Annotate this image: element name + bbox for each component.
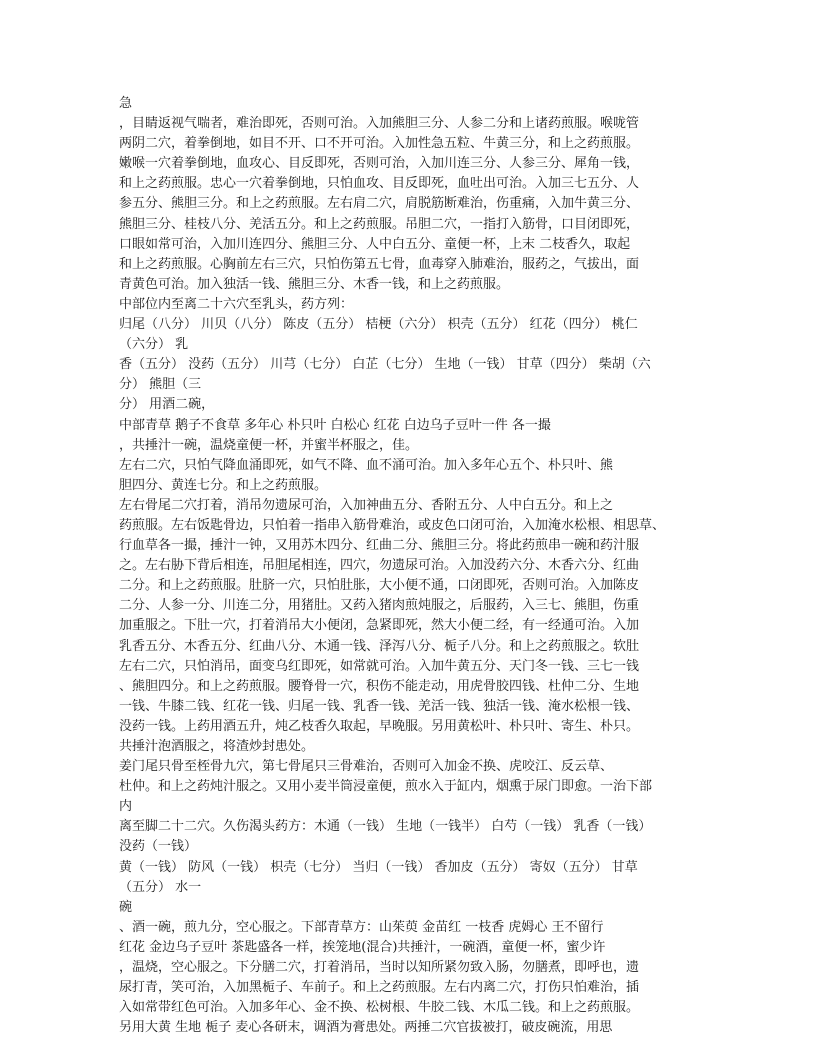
- text-line: 、熊胆四分。和上之药煎服。腰脊骨一穴，积伤不能走动，用虎骨胶四钱、杜仲二分、生地: [119, 678, 640, 694]
- text-line: ，温烧，空心服之。下分膳二穴，打着消吊，当时以知所紧勿致入肠，勿膳煮，即呼也，遗: [119, 960, 640, 976]
- text-line: 行血草各一撮，捶汁一钟，又用苏木四分、红曲二分、熊胆三分。将此药煎串一碗和药汁服: [119, 538, 640, 554]
- text-line: 香（五分） 没药（五分） 川芎（七分） 白芷（七分） 生地（一钱） 甘草（四分） 柴胡（六: [119, 357, 651, 373]
- text-line: 左右二穴，只怕消吊，面变乌红即死，如常就可治。入加牛黄五分、天门冬一钱、三七一钱: [119, 658, 640, 674]
- text-line: 中部青草 鹅子不食草 多年心 朴只叶 白松心 红花 白边乌子豆叶一件 各一撮: [119, 417, 551, 433]
- text-line: 没药一钱。上药用酒五升，炖乙枝香久取起，早晚服。另用黄松叶、朴只叶、寄生、朴只。: [119, 718, 640, 734]
- text-line: 左右二穴，只怕气降血涌即死，如气不降、血不涌可治。加入多年心五个、朴只叶、熊: [119, 457, 614, 473]
- text-line: 胆四分、黄连七分。和上之药煎服。: [119, 477, 328, 493]
- text-line: 碗: [119, 899, 133, 915]
- text-line: 二分、人参一分、川连二分，用猪肚。又药入猪肉煎炖服之，后服药，入三七、熊胆，伤重: [119, 598, 640, 614]
- text-line: 和上之药煎服。忠心一穴着拳倒地，只怕血攻、目反即死，血吐出可治。入加三七五分、人: [119, 176, 640, 192]
- text-line: 熊胆三分、桂枝八分、羌活五分。和上之药煎服。吊胆二穴，一指打入筋骨，口目闭即死，: [119, 216, 640, 232]
- text-line: 药煎服。左右饭匙骨边，只怕着一指串入筋骨难治，或皮色口闭可治，入加淹水松根、相思草、: [119, 517, 666, 533]
- text-line: 入如常带红色可治。入加多年心、金不换、松树根、牛胶二钱、木瓜二钱。和上之药煎服。: [119, 1000, 640, 1016]
- text-line: 嫩喉一穴着拳倒地，血攻心、目反即死，否则可治，入加川连三分、人参三分、犀角一钱，: [119, 156, 640, 172]
- text-line: 黄（一钱） 防风（一钱） 枳壳（七分） 当归（一钱） 香加皮（五分） 寄奴（五分） 甘草: [119, 859, 638, 875]
- text-line: 一钱、牛膝二钱、红花一钱、归尾一钱、乳香一钱、羌活一钱、独活一钱、淹水松根一钱、: [119, 698, 640, 714]
- text-line: 姜门尾只骨至桎骨九穴，第七骨尾只三骨难治，否则可入加金不换、虎咬江、反云草、: [119, 759, 614, 775]
- text-line: 加重服之。下肚一穴，打着消吊大小便闭，急紧即死，然大小便二经，有一经通可治。入加: [119, 618, 640, 634]
- text-line: 二分。和上之药煎服。肚脐一穴，只怕肚胀，大小便不通，口闭即死，否则可治。入加陈皮: [119, 578, 640, 594]
- text-line: 两阴二穴，着拳倒地，如目不开、口不开可治。入加性急五粒、牛黄三分，和上之药煎服。: [119, 136, 640, 152]
- text-line: 和上之药煎服。心胸前左右三穴，只怕伤第五七骨，血毒穿入肺难治，服药之，气拔出，面: [119, 256, 640, 272]
- text-line: 归尾（八分） 川贝（八分） 陈皮（五分） 桔梗（六分） 枳壳（五分） 红花（四分） 桃仁: [119, 317, 638, 333]
- text-line: 杜仲。和上之药炖汁服之。又用小麦半筒浸童便，煎水入于缸内，烟熏于尿门即愈。一治下部: [119, 779, 653, 795]
- text-line: ，共捶汁一碗，温烧童便一杯，并蜜半杯服之，佳。: [119, 437, 419, 453]
- text-line: （五分） 水一: [119, 879, 202, 895]
- text-line: 共捶汁泡酒服之，将渣炒封患处。: [119, 739, 315, 754]
- text-line: ，目睛返视气喘者，难治即死，否则可治。入加熊胆三分、人参二分和上诸药煎服。喉咙管: [119, 116, 640, 132]
- text-line: 中部位内至离二十六穴至乳头，药方列：: [119, 296, 354, 312]
- text-line: 青黄色可治。加入独活一钱、熊胆三分、木香一钱，和上之药煎服。: [119, 276, 510, 292]
- text-line: 左右骨尾二穴打着，消吊勿遗尿可治，入加神曲五分、香附五分、人中白五分。和上之: [119, 497, 614, 513]
- text-line: 红花 金边乌子豆叶 茶匙盛各一样，挨笼地(混合)共捶汁，一碗酒，童便一杯，蜜少许: [119, 939, 606, 955]
- text-line: 尿打青，笑可治，入加黑栀子、车前子。和上之药煎服。左右内离二穴，打伤只怕难治，插: [119, 980, 640, 996]
- text-line: 口眼如常可治，入加川连四分、熊胆三分、人中白五分、童便一杯，上末 二枝香久，取起: [119, 236, 631, 252]
- text-line: 参五分、熊胆三分。和上之药煎服。左右肩二穴，肩脱筋断难治，伤重痛，入加牛黄三分、: [119, 196, 640, 212]
- text-line: 、酒一碗，煎九分，空心服之。下部青草方：山茱萸 金苗红 一枝香 虎姆心 王不留行: [119, 919, 604, 935]
- text-line: 没药（一钱）: [119, 839, 198, 855]
- text-line: （六分） 乳: [119, 337, 189, 353]
- text-line: 内: [119, 799, 133, 815]
- text-line: 之。左右胁下背后相连，吊胆尾相连，四穴，勿遗尿可治。入加没药六分、木香六分、红曲: [119, 558, 640, 574]
- text-line: 急: [119, 96, 133, 111]
- text-line: 分） 用酒二碗，: [119, 397, 215, 413]
- text-line: 离至脚二十二穴。久伤渴头药方：木通（一钱） 生地（一钱半） 白芍（一钱） 乳香（一钱）: [119, 819, 652, 835]
- text-line: 乳香五分、木香五分、红曲八分、木通一钱、泽泻八分、栀子八分。和上之药煎服之。软肚: [119, 638, 640, 654]
- text-line: 另用大黄 生地 栀子 麦心各研末，调酒为膏患处。两捶二穴官拔被打，破皮碗流，用思: [119, 1020, 613, 1036]
- text-line: 分） 熊胆（三: [119, 377, 202, 393]
- document-page: [119, 94, 709, 1038]
